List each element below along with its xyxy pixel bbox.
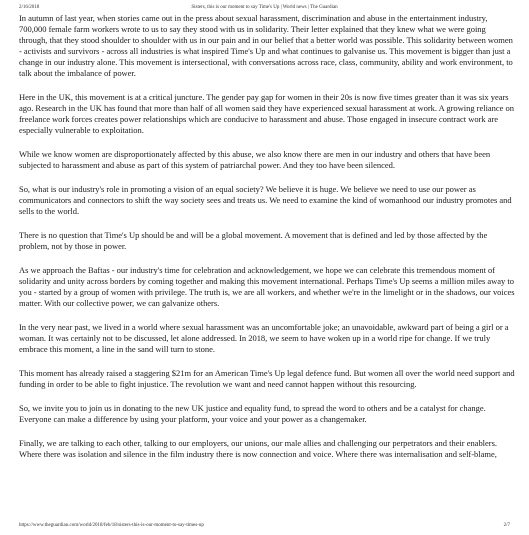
article-paragraph: In autumn of last year, when stories came out in the press about sexual harassment, discrimination and abuse in the entertainment industry, 700,000 female farm workers wrote to us to say they stood with us in solidarity. Their letter explained that they knew what we were going through, that they stood shoulder to shoulder with us in our pain and in our belief that a better world was possible. This solidarity between women - activists and survivors - across all industries is what inspired Time's Up and what continues to galvanise us. This movement is bigger than just a change in our industry alone. This movement is intersectional, with conversations across race, class, community, ability and work environment, to talk about the imbalance of power. <box>19 13 513 78</box>
article-paragraph: Finally, we are talking to each other, talking to our employers, our unions, our male allies and challenging our perpetrators and their enablers. Where there was isolation and silence in the film industry there is now connection and voice. Where there was internalisation and self-blame, <box>19 438 497 459</box>
page-number: 2/7 <box>503 523 510 528</box>
print-url: https://www.theguardian.com/world/2018/feb/18/sisters-this-is-our-moment-to-say-times-up <box>19 523 204 528</box>
article-paragraph: So, what is our industry's role in promoting a vision of an equal society? We believe it is huge. We believe we need to use our power as communicators and connectors to shift the way society sees and treats us. We need to examine the kind of womanhood our industry promotes and sells to the world. <box>19 184 512 216</box>
article-paragraph: Here in the UK, this movement is at a critical juncture. The gender pay gap for women in their 20s is now five times greater than it was six years ago. Research in the UK has found that more than half of all women said they have experienced sexual harassment at work. A growing reliance on freelance work forces creates power relationships which are conducive to harassment and abuse. Those engaged in insecure contract work are especially vulnerable to exploitation. <box>19 92 514 135</box>
print-page-title: Sisters, this is our moment to say Time's Up | World news | The Guardian <box>191 5 338 10</box>
article-paragraph: As we approach the Baftas - our industry's time for celebration and acknowledgement, we hope we can celebrate this tremendous moment of solidarity and unity across borders by coming together and making this movement international. Perhaps Time's Up seems a million miles away to you - started by a group of women with privilege. The truth is, we are all workers, and whether we're in the limelight or in the shadows, our voices matter. With our collective power, we can galvanize others. <box>19 265 515 308</box>
article-body <box>19 13 515 473</box>
article-paragraph: So, we invite you to join us in donating to the new UK justice and equality fund, to spread the word to others and be a catalyst for change. Everyone can make a difference by using your platform, your voice and your power as a changemaker. <box>19 403 486 424</box>
article-paragraph: There is no question that Time's Up should be and will be a global movement. A movement that is defined and led by those affected by the problem, not by those in power. <box>19 230 488 251</box>
article-paragraph: While we know women are disproportionately affected by this abuse, we also know there are men in our industry and others that have been subjected to harassment and abuse as part of this system of patriarchal power. And they too have been silenced. <box>19 149 491 170</box>
article-paragraph: This moment has already raised a staggering $21m for an American Time's Up legal defence fund. But women all over the world need support and funding in order to be able to fight injustice. The revolution we want and need cannot happen without this resourcing. <box>19 368 515 389</box>
print-date: 2/16/2018 <box>19 5 40 10</box>
print-header <box>19 3 510 12</box>
article-paragraph: In the very near past, we lived in a world where sexual harassment was an uncomfortable joke; an unavoidable, awkward part of being a girl or a woman. It was certainly not to be discussed, let alone addressed. In 2018, we seem to have woken up in a world ripe for change. If we truly embrace this moment, a line in the sand will turn to stone. <box>19 322 509 354</box>
print-footer <box>19 521 510 530</box>
